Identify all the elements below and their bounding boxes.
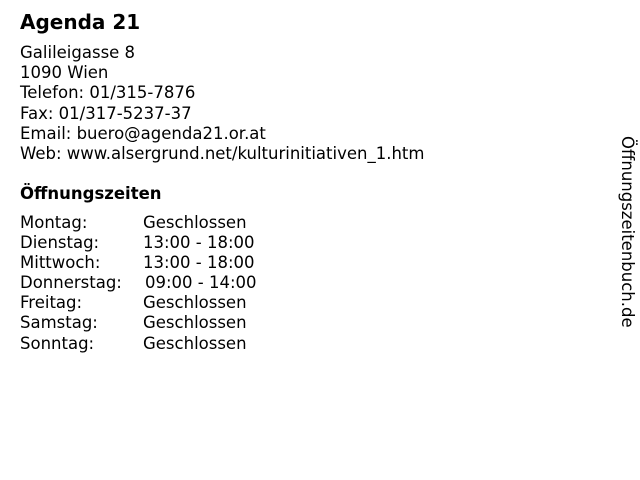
day-hours: 13:00 - 18:00 <box>143 253 255 273</box>
day-hours: 13:00 - 18:00 <box>143 233 255 253</box>
day-label: Montag: <box>20 213 88 232</box>
day-hours: Geschlossen <box>143 333 247 353</box>
day-label: Mittwoch: <box>20 253 101 273</box>
contact-block <box>20 43 424 164</box>
day-label: Donnerstag: <box>20 273 122 293</box>
brand-watermark-text: Öffnungszeitenbuch.de <box>618 136 637 328</box>
address-city: 1090 Wien <box>20 63 109 83</box>
day-hours: Geschlossen <box>143 213 247 232</box>
day-label: Freitag: <box>20 293 83 313</box>
opening-hours-heading: Öffnungszeiten <box>20 184 162 203</box>
day-hours: Geschlossen <box>143 313 247 333</box>
address-street: Galileigasse 8 <box>20 43 136 62</box>
website-url: Web: www.alsergrund.net/kulturinitiativen_1.htm <box>20 143 425 163</box>
day-label: Samstag: <box>20 313 98 333</box>
fax-number: Fax: 01/317-5237-37 <box>20 103 192 123</box>
page-title: Agenda 21 <box>20 10 141 34</box>
day-label: Sonntag: <box>20 333 95 353</box>
phone-number: Telefon: 01/315-7876 <box>20 83 196 103</box>
day-hours: 09:00 - 14:00 <box>145 273 257 293</box>
day-label: Dienstag: <box>20 233 100 253</box>
day-hours: Geschlossen <box>143 293 247 313</box>
email-address: Email: buero@agenda21.or.at <box>20 123 266 143</box>
